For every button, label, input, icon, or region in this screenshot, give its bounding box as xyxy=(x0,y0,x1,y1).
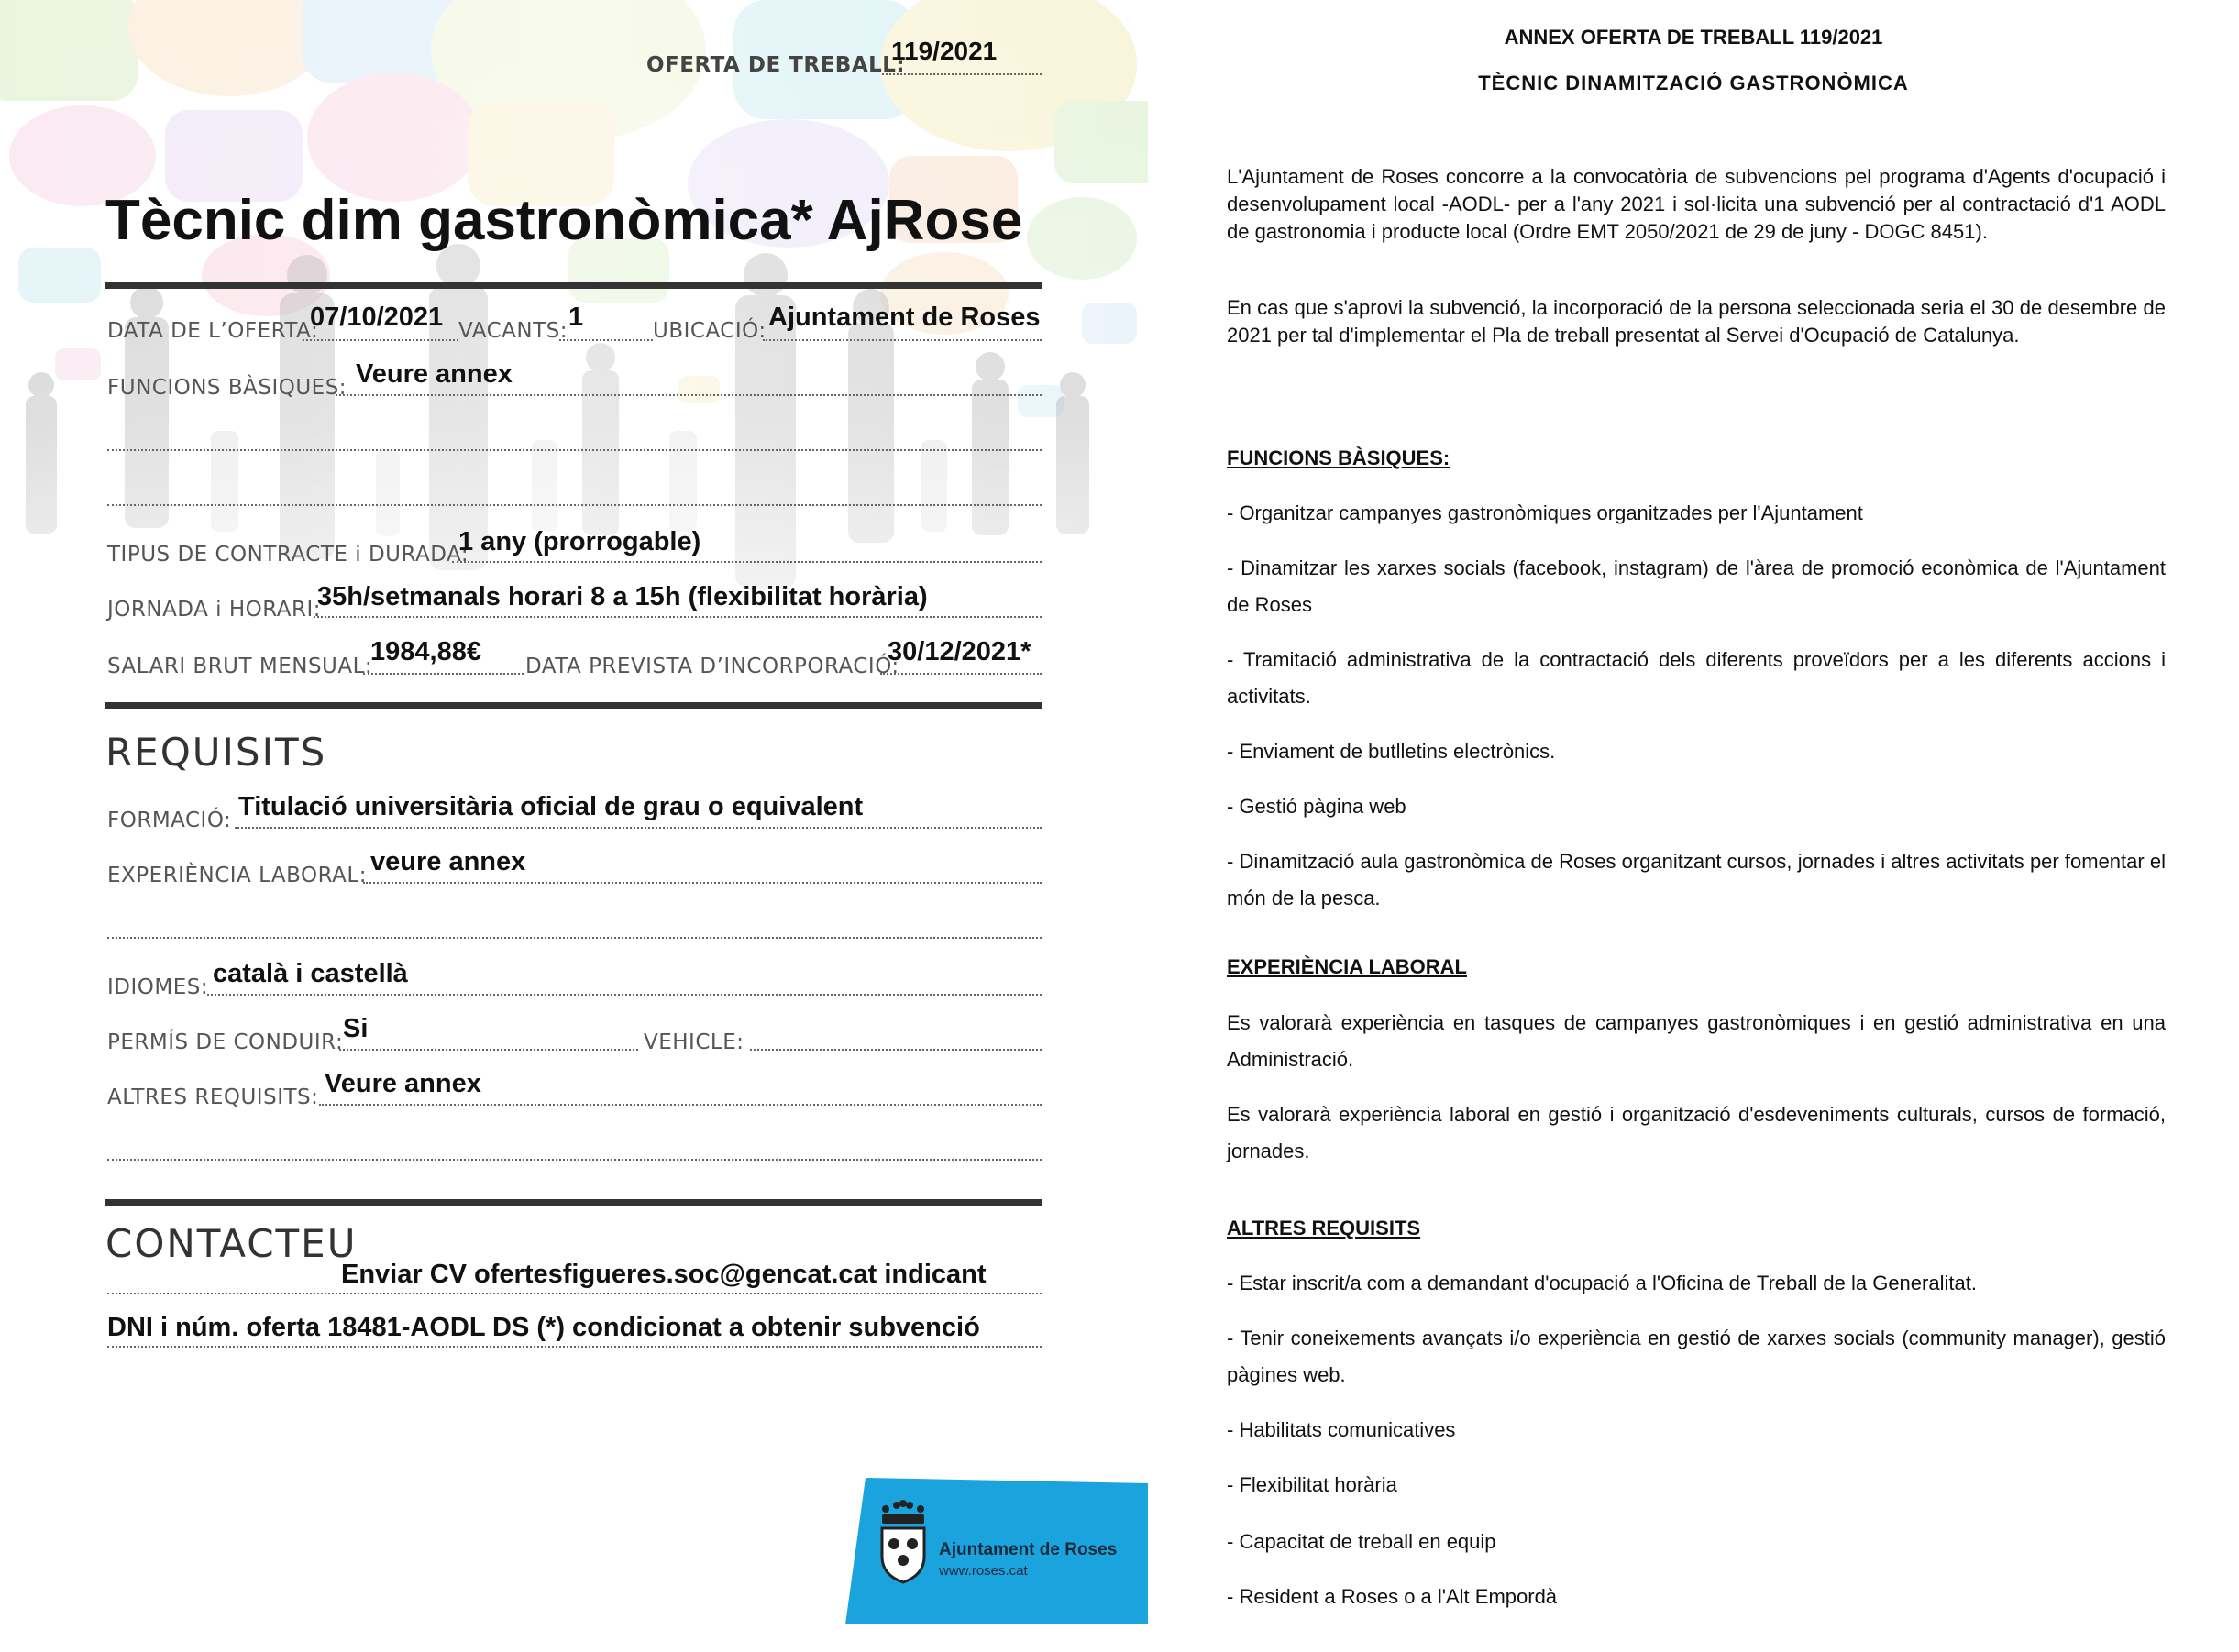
contact-line-2: DNI i núm. oferta 18481-AODL DS (*) condicionat a obtenir subvenció xyxy=(107,1313,980,1342)
date-label: DATA DE L’OFERTA: xyxy=(107,319,319,343)
annex-other-item: - Resident a Roses o a l'Alt Empordà xyxy=(1227,1585,1558,1608)
offer-number: 119/2021 xyxy=(891,37,998,65)
title-divider xyxy=(105,282,1042,289)
other-requirements-label: ALTRES REQUISITS: xyxy=(107,1085,319,1109)
start-date-value: 30/12/2021* xyxy=(888,637,1031,666)
contract-label: TIPUS DE CONTRACTE i DURADA: xyxy=(107,543,469,567)
schedule-value: 35h/setmanals horari 8 a 15h (flexibilitat horària) xyxy=(317,582,928,611)
requirements-title: REQUISITS xyxy=(105,730,327,775)
annex-other-item: - Estar inscrit/a com a demandant d'ocupació a l'Oficina de Treball de la Generalitat. xyxy=(1227,1272,1977,1294)
annex-other-item: - Flexibilitat horària xyxy=(1227,1473,1397,1496)
salary-value: 1984,88€ xyxy=(370,637,481,666)
languages-value: català i castellà xyxy=(213,959,408,988)
contact-divider xyxy=(105,1199,1042,1206)
annex-intro-1: L'Ajuntament de Roses concorre a la convocatòria de subvencions pel programa d'Agents d'ocupació i desenvolupament local -AODL- per a l'any 2021 i sol·licita una subvenció per al contractació d'1 AODL de gastronomia i producte local (Ordre EMT 2050/2021 de 29 de juny - DOGC 8451). xyxy=(1227,165,2166,243)
annex-experience-item: Es valorarà experiència laboral en gestió i organització d'esdeveniments culturals, cursos de formació, jornades. xyxy=(1227,1103,2166,1162)
annex-function-item: - Enviament de butlletins electrònics. xyxy=(1227,740,1556,763)
annex-other-heading: ALTRES REQUISITS xyxy=(1227,1217,1421,1239)
annex-function-item: - Organitzar campanyes gastronòmiques organitzades per l'Ajuntament xyxy=(1227,501,1863,524)
annex-functions-heading: FUNCIONS BÀSIQUES: xyxy=(1227,446,1450,469)
offer-date: 07/10/2021 xyxy=(310,303,444,332)
annex-other-item: - Capacitat de treball en equip xyxy=(1227,1530,1496,1553)
location-label: UBICACIÓ: xyxy=(653,319,767,343)
training-value: Titulació universitària oficial de grau o equivalent xyxy=(238,792,864,821)
annex-intro-2: En cas que s'aprovi la subvenció, la incorporació de la persona seleccionada seria el 30 de desembre de 2021 per tal d'implementar el Pla de treball presentat al Servei d'Ocupació de Catalunya. xyxy=(1227,296,2166,347)
schedule-label: JORNADA i HORARI: xyxy=(107,598,322,622)
annex-experience-item: Es valorarà experiència en tasques de campanyes gastronòmiques i en gestió administrativa en una Administració. xyxy=(1227,1011,2166,1071)
experience-value: veure annex xyxy=(370,847,526,876)
annex-function-item: - Gestió pàgina web xyxy=(1227,795,1406,818)
driving-license-label: PERMÍS DE CONDUIR: xyxy=(107,1030,344,1054)
languages-label: IDIOMES: xyxy=(107,975,209,999)
other-requirements-value: Veure annex xyxy=(325,1069,481,1098)
offer-number-label: OFERTA DE TREBALL: xyxy=(646,53,906,77)
annex-subtitle: TÈCNIC DINAMITZACIÓ GASTRONÒMICA xyxy=(1478,72,1909,94)
ajuntament-roses-logo xyxy=(845,1478,1148,1624)
annex-function-item: - Tramitació administrativa de la contractació dels diferents proveïdors per a les diferents accions i activitats. xyxy=(1227,648,2166,708)
salary-label: SALARI BRUT MENSUAL: xyxy=(107,655,373,678)
location-value: Ajuntament de Roses xyxy=(768,303,1041,332)
driving-license-value: Si xyxy=(343,1014,369,1043)
svg-text:www.roses.cat: www.roses.cat xyxy=(939,1563,1028,1579)
offer-title: Tècnic dim gastronòmica* AjRose xyxy=(105,189,1023,252)
start-date-label: DATA PREVISTA D’INCORPORACIÓ: xyxy=(525,655,899,678)
functions-label: FUNCIONS BÀSIQUES: xyxy=(107,376,347,400)
annex-function-item: - Dinamitzar les xarxes socials (facebook, instagram) de l'àrea de promoció econòmica de l'Ajuntament de Roses xyxy=(1227,556,2166,616)
contact-title: CONTACTEU xyxy=(105,1221,358,1266)
functions-value: Veure annex xyxy=(356,359,513,389)
annex-title: ANNEX OFERTA DE TREBALL 119/2021 xyxy=(1504,26,1883,49)
training-label: FORMACIÓ: xyxy=(107,809,232,832)
annex-experience-heading: EXPERIÈNCIA LABORAL xyxy=(1227,955,1467,978)
annex-function-item: - Dinamització aula gastronòmica de Roses organitzant cursos, jornades i altres activitats per fomentar el món de la pesca. xyxy=(1227,850,2166,909)
contract-value: 1 any (prorrogable) xyxy=(458,527,701,556)
annex-other-item: - Habilitats comunicatives xyxy=(1227,1418,1456,1441)
annex-page xyxy=(1148,0,2239,1652)
contact-line-1: Enviar CV ofertesfigueres.soc@gencat.cat indicant xyxy=(341,1260,987,1289)
experience-label: EXPERIÈNCIA LABORAL: xyxy=(107,864,367,887)
vacancies-value: 1 xyxy=(568,303,584,332)
svg-text:Ajuntament de Roses: Ajuntament de Roses xyxy=(939,1540,1118,1559)
vacancies-label: VACANTS: xyxy=(458,319,568,343)
section-divider xyxy=(105,702,1042,709)
vehicle-label: VEHICLE: xyxy=(644,1030,744,1054)
annex-other-item: - Tenir coneixements avançats i/o experiència en gestió de xarxes socials (community manager), gestió pàgines web. xyxy=(1227,1327,2166,1386)
